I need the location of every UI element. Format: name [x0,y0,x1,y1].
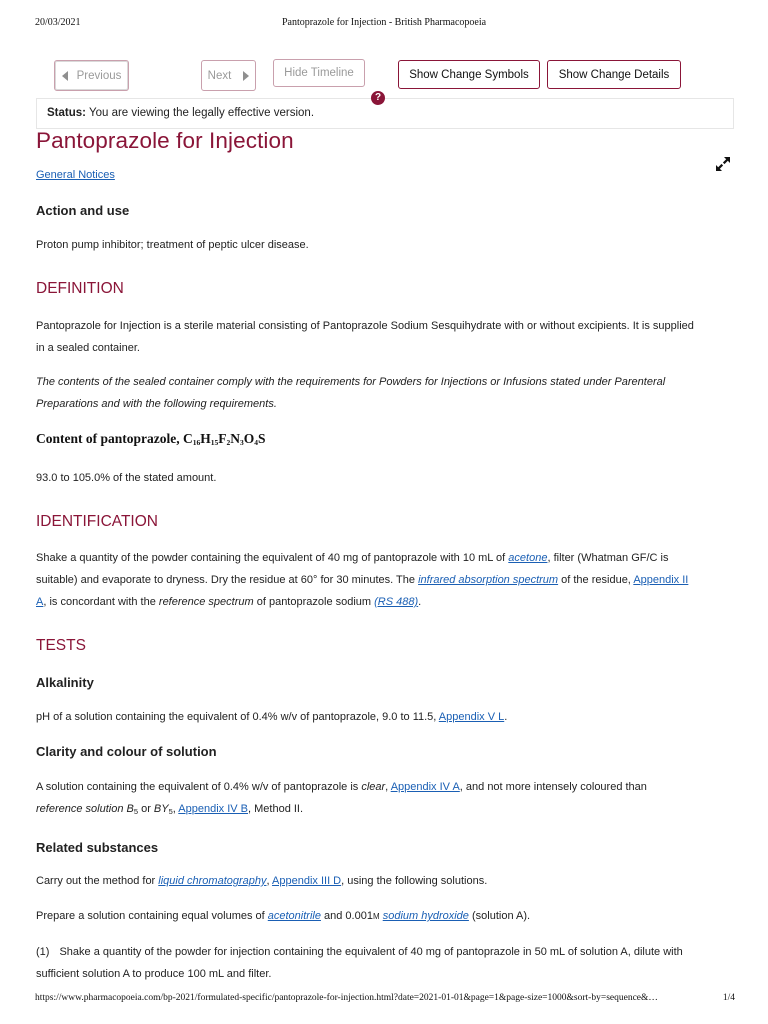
show-change-symbols-button[interactable] [398,60,540,89]
identification-heading: IDENTIFICATION [36,513,158,530]
related-line1-comma: , [266,875,273,887]
next-label: Next [207,69,232,82]
definition-text-line1: Pantoprazole for Injection is a sterile material consisting of Pantoprazole Sodium Sesquihydrate with or without excipients. It is supplied [36,320,694,332]
identification-line3-text: , is concordant with the [43,596,159,608]
page-title: Pantoprazole for Injection [36,128,294,153]
show-change-details-button[interactable] [547,60,681,89]
identification-line1 [36,547,668,569]
clarity-or: or [138,803,154,815]
rs-488-link[interactable]: (RS 488) [374,596,419,608]
solution-1-line1 [36,941,683,963]
general-notices-link[interactable]: General Notices [36,169,115,181]
action-and-use-text: Proton pump inhibitor; treatment of peptic ulcer disease. [36,239,309,251]
next-button[interactable] [201,60,256,91]
identification-line3-mid: of pantoprazole sodium [253,596,375,608]
formula-h: H [200,431,211,446]
formula-o-count: 4 [254,438,259,447]
print-title: Pantoprazole for Injection - British Pharmacopoeia [281,17,487,28]
show-change-details-label: Show Change Details [558,68,670,81]
tests-heading: TESTS [36,637,86,654]
definition-text-line2: in a sealed container. [36,342,140,354]
acetone-link[interactable]: acetone [508,552,548,564]
clear-text: clear [361,781,386,793]
related-line2-text: Prepare a solution containing equal volumes of [36,910,268,922]
by-sub: 5 [168,807,173,816]
print-url: https://www.pharmacopoeia.com/bp-2021/formulated-specific/pantoprazole-for-injection.html?date=2021-01-01&page=1&page-size=1000&sort-by=sequence&… [35,993,658,1003]
alkalinity-heading: Alkalinity [36,675,94,690]
liquid-chromatography-link[interactable]: liquid chromatography [158,875,267,887]
definition-italic-line1: The contents of the sealed container comply with the requirements for Powders for Injections or Infusions stated under Parenteral [36,376,666,388]
formula-h-count: 15 [210,438,219,447]
content-heading [36,431,266,447]
appendix-ii-a-link[interactable]: A [36,596,44,608]
status-label: Status: [47,107,86,119]
previous-button[interactable] [54,60,129,91]
reference-spectrum-text: reference spectrum [158,596,254,608]
previous-label: Previous [76,69,122,82]
content-heading-label: Content of pantoprazole, [36,431,183,446]
status-bar [36,98,734,129]
related-substances-heading: Related substances [36,840,159,855]
formula-s: S [258,431,266,446]
print-date: 20/03/2021 [35,17,81,28]
content-text: 93.0 to 105.0% of the stated amount. [36,472,217,484]
solution-1-number: (1) [36,946,50,958]
related-line1-text: Carry out the method for [36,875,159,887]
alkalinity-text [36,706,507,728]
by-text: BY [153,803,169,815]
appendix-iii-d-link[interactable]: Appendix III D [272,875,342,887]
identification-line1-end: , filter (Whatman GF/C is [547,552,669,564]
related-line1-end: , using the following solutions. [341,875,488,887]
clarity-line1-comma: , [385,781,391,793]
formula-f: F [218,431,227,446]
identification-line2-mid: of the residue, [558,574,634,586]
reference-solution-text: reference solution B [36,803,134,815]
page-number: 1/4 [722,993,735,1003]
status-text: You are viewing the legally effective version. [88,107,315,119]
alkalinity-text-main: pH of a solution containing the equivalent of 0.4% w/v of pantoprazole, 9.0 to 11.5, [36,711,439,723]
appendix-ii-link[interactable]: Appendix II [633,574,689,586]
clarity-line1 [36,776,647,798]
formula-c: C [183,431,193,446]
definition-heading: DEFINITION [36,280,124,297]
clarity-line2-comma: , [172,803,179,815]
identification-line3 [36,591,421,613]
related-line2-mid: and 0.001 [320,910,373,922]
chevron-left-icon [62,71,68,81]
formula-o: O [243,431,255,446]
action-and-use-heading: Action and use [36,203,130,218]
appendix-iv-a-link[interactable]: Appendix IV A [390,781,460,793]
clarity-line2-end: , Method II. [248,803,304,815]
appendix-v-l-link[interactable]: Appendix V L [438,711,505,723]
acetonitrile-link[interactable]: acetonitrile [267,910,321,922]
definition-italic-line2: Preparations and with the following requirements. [36,398,277,410]
print-header [35,17,733,31]
clarity-heading: Clarity and colour of solution [36,744,217,759]
identification-line3-end: . [418,596,422,608]
formula-f-count: 2 [226,438,231,447]
molar-unit: M [372,912,380,921]
identification-line1-text: Shake a quantity of the powder containing the equivalent of 40 mg of pantoprazole with 10 mL of [36,552,509,564]
formula-n-count: 3 [240,438,244,447]
hide-timeline-button[interactable] [273,59,365,87]
solution-1-text: Shake a quantity of the powder for injection containing the equivalent of 40 mg of pantoprazole in 50 mL of solution A, dilute with [59,946,683,958]
identification-line2-text: suitable) and evaporate to dryness. Dry the residue at 60° for 30 minutes. The [36,574,419,586]
related-line2-end: (solution A). [468,910,531,922]
formula-n: N [230,431,241,446]
related-line2 [36,905,530,928]
show-change-symbols-label: Show Change Symbols [409,68,529,81]
expand-icon[interactable] [714,155,732,173]
print-footer [35,993,735,1007]
sodium-hydroxide-link[interactable]: sodium hydroxide [382,910,469,922]
formula-c-count: 16 [192,438,201,447]
solution-1-line2: sufficient solution A to produce 100 mL and filter. [36,968,272,980]
clarity-line1-end: , and not more intensely coloured than [459,781,647,793]
help-icon[interactable]: ? [371,91,385,105]
hide-timeline-label: Hide Timeline [284,67,354,79]
alkalinity-text-end: . [504,711,508,723]
identification-line2 [36,569,688,591]
related-line1 [36,870,487,892]
appendix-iv-b-link[interactable]: Appendix IV B [178,803,249,815]
clarity-line1-text: A solution containing the equivalent of 0.4% w/v of pantoprazole is [36,781,362,793]
clarity-line2 [36,798,303,823]
infrared-absorption-spectrum-link[interactable]: infrared absorption spectrum [418,574,559,586]
chevron-right-icon [243,71,249,81]
reference-solution-sub: 5 [133,807,139,816]
